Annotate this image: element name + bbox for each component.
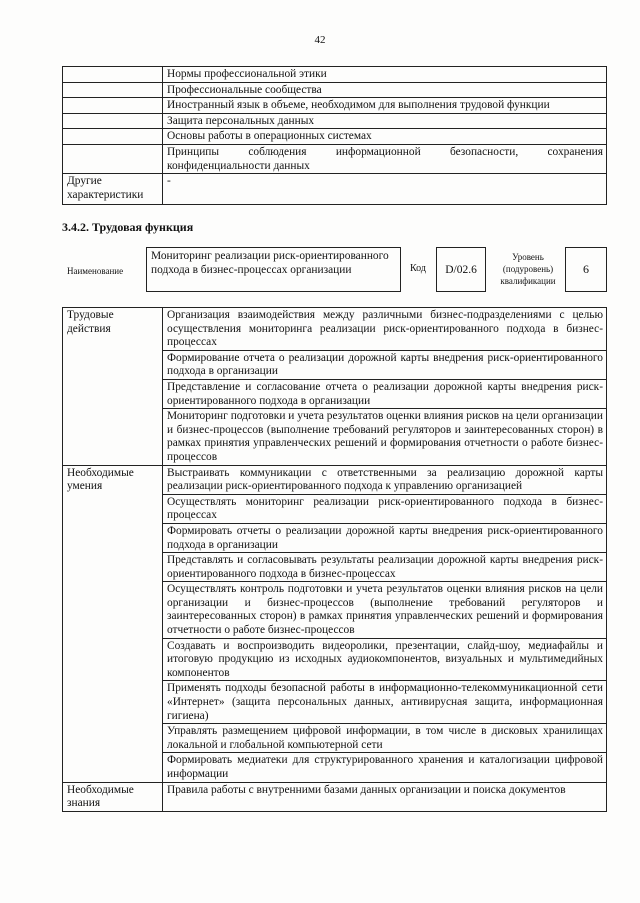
item-text: Формировать отчеты о реализации дорожной карты внедрения риск-ориентированного подхода в организации xyxy=(163,523,607,552)
item-text: Управлять размещением цифровой информации, в том числе в дисковых хранилищах локальной и глобальной компьютерной сети xyxy=(163,724,607,753)
group-label: Необходимые знания xyxy=(63,782,163,811)
row-label xyxy=(63,67,163,83)
row-label xyxy=(63,129,163,145)
row-text: Нормы профессиональной этики xyxy=(163,67,607,83)
item-text: Представлять и согласовывать результаты реализации дорожной карты внедрения риск-ориентированного подхода в бизнес-процессах xyxy=(163,553,607,582)
row-label xyxy=(63,82,163,98)
item-text: Осуществлять мониторинг реализации риск-ориентированного подхода в бизнес-процессах xyxy=(163,494,607,523)
table-row xyxy=(63,782,607,811)
item-text: Формировать медиатеки для структурированного хранения и каталогизации цифровой информации xyxy=(163,753,607,782)
row-text: Основы работы в операционных системах xyxy=(163,129,607,145)
row-text: Защита персональных данных xyxy=(163,113,607,129)
table-row xyxy=(63,144,607,173)
item-text: Мониторинг подготовки и учета результатов оценки влияния рисков на цели организации и бизнес-процессов (выполнение требований регуляторов и заинтересованных сторон) в рамках принятия управленческих решений и формирования отчетности о работе бизнес-процессов xyxy=(163,409,607,465)
row-text: Иностранный язык в объеме, необходимом для выполнения трудовой функции xyxy=(163,98,607,114)
table-row xyxy=(63,67,607,83)
table-row xyxy=(63,129,607,145)
group-label: Трудовые действия xyxy=(63,308,163,466)
row-text: - xyxy=(163,174,607,205)
code-label: Код xyxy=(410,263,426,274)
item-text: Осуществлять контроль подготовки и учета результатов оценки влияния рисков на цели организации и бизнес-процессов (выполнение требований регуляторов и заинтересованных сторон) в рамках принятия управленческих решений и формирования отчетности о работе бизнес-процессов xyxy=(163,582,607,638)
function-code: D/02.6 xyxy=(436,247,486,292)
row-label xyxy=(63,98,163,114)
item-text: Выстраивать коммуникации с ответственными за реализацию дорожной карты реализации риск-ориентированного подхода к управлению организацией xyxy=(163,465,607,494)
table-row xyxy=(63,98,607,114)
item-text: Применять подходы безопасной работы в информационно-телекоммуникационной сети «Интернет» (защита персональных данных, антивирусная защита, информационная гигиена) xyxy=(163,681,607,724)
row-label xyxy=(63,144,163,173)
row-text: Принципы соблюдения информационной безопасности, сохранения конфиденциальности данных xyxy=(163,144,607,173)
row-text: Профессиональные сообщества xyxy=(163,82,607,98)
function-details-table xyxy=(62,307,607,812)
item-text: Правила работы с внутренними базами данных организации и поиска документов xyxy=(163,782,607,811)
page-number: 42 xyxy=(314,34,326,46)
item-text: Представление и согласование отчета о реализации дорожной карты внедрения риск-ориентированного подхода в организации xyxy=(163,379,607,408)
table-row xyxy=(63,308,607,351)
item-text: Формирование отчета о реализации дорожной карты внедрения риск-ориентированного подхода в организации xyxy=(163,350,607,379)
table-row xyxy=(63,174,607,205)
name-label: Наименование xyxy=(67,266,124,276)
row-label xyxy=(63,113,163,129)
previous-knowledge-table xyxy=(62,66,607,205)
group-label: Необходимые умения xyxy=(63,465,163,782)
item-text: Создавать и воспроизводить видеоролики, презентации, слайд-шоу, медиафайлы и итоговую продукцию из исходных аудиокомпонентов, визуальных и мультимедийных компонентов xyxy=(163,638,607,681)
function-name: Мониторинг реализации риск-ориентированного подхода в бизнес-процессах организации xyxy=(146,247,401,292)
level-label: Уровень (подуровень) квалификации xyxy=(500,252,556,286)
item-text: Организация взаимодействия между различными бизнес-подразделениями с целью осуществления мониторинга реализации риск-ориентированного подхода в бизнес-процессах xyxy=(163,308,607,351)
section-title: 3.4.2. Трудовая функция xyxy=(62,220,194,234)
function-header xyxy=(62,247,607,293)
row-label: Другие характеристики xyxy=(63,174,163,205)
table-row xyxy=(63,465,607,494)
table-row xyxy=(63,82,607,98)
qualification-level: 6 xyxy=(565,247,607,292)
table-row xyxy=(63,113,607,129)
